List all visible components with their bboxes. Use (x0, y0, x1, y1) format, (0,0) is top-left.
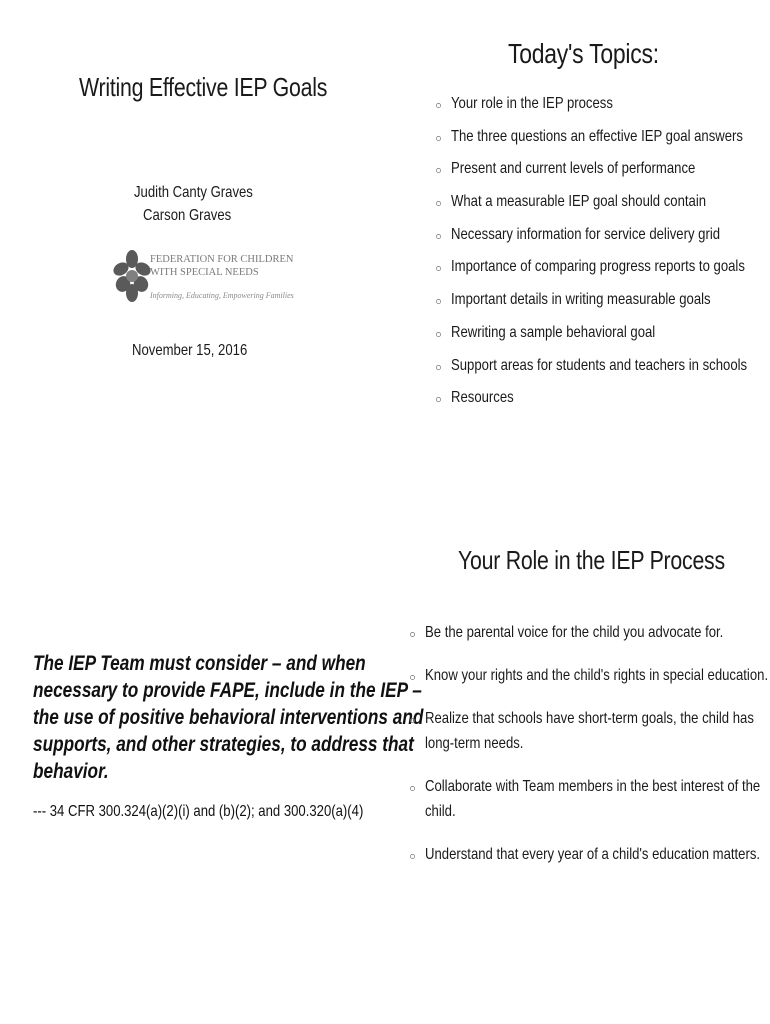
bullet-icon (435, 135, 441, 141)
bullet-icon (435, 331, 441, 337)
list-item: Necessary information for service delivery grid (435, 226, 770, 259)
list-item: Be the parental voice for the child you advocate for. (409, 624, 770, 649)
list-item: Importance of comparing progress reports to goals (435, 258, 770, 291)
author-name: Judith Canty Graves (134, 184, 253, 201)
bullet-icon (409, 631, 415, 637)
list-item: Your role in the IEP process (435, 95, 770, 128)
list-item: Important details in writing measurable goals (435, 291, 770, 324)
role-list (409, 624, 770, 871)
logo-tagline: Informing, Educating, Empowering Families (150, 291, 294, 300)
quote-line: necessary to provide FAPE, include in the IEP – (33, 679, 422, 702)
list-item: Realize that schools have short-term goals, the child has long-term needs. (409, 710, 770, 760)
slide1-title: Writing Effective IEP Goals (79, 72, 328, 102)
slide2-title: Today's Topics: (508, 38, 659, 69)
bullet-icon (435, 233, 441, 239)
flower-icon (112, 248, 152, 306)
quote-line: the use of positive behavioral interventions and (33, 706, 424, 729)
list-item: Understand that every year of a child's education matters. (409, 846, 770, 871)
quote-line: supports, and other strategies, to address that (33, 733, 414, 756)
bullet-icon (435, 265, 441, 271)
bullet-icon (409, 717, 415, 723)
bullet-icon (435, 102, 441, 108)
logo-line: WITH SPECIAL NEEDS (150, 267, 259, 278)
author-name: Carson Graves (143, 207, 232, 224)
logo-line: FEDERATION FOR CHILDREN (150, 254, 294, 265)
bullet-icon (435, 364, 441, 370)
list-item: Know your rights and the child's rights in special education. (409, 667, 770, 692)
list-item: Present and current levels of performance (435, 160, 770, 193)
bullet-icon (409, 853, 415, 859)
federation-logo (112, 246, 294, 308)
bullet-icon (435, 396, 441, 402)
list-item: Resources (435, 389, 770, 422)
presentation-date: November 15, 2016 (132, 342, 248, 359)
bullet-icon (409, 674, 415, 680)
list-item: Support areas for students and teachers in schools (435, 357, 770, 390)
citation: --- 34 CFR 300.324(a)(2)(i) and (b)(2); and 300.320(a)(4) (33, 803, 364, 820)
slide4-title: Your Role in the IEP Process (458, 545, 725, 575)
list-item: The three questions an effective IEP goal answers (435, 128, 770, 161)
topics-list (435, 95, 770, 422)
quote-block (33, 650, 433, 785)
bullet-icon (435, 298, 441, 304)
quote-line: behavior. (33, 760, 109, 783)
quote-line: The IEP Team must consider – and when (33, 652, 366, 675)
list-item: Collaborate with Team members in the best interest of the child. (409, 778, 770, 828)
bullet-icon (435, 200, 441, 206)
list-item: Rewriting a sample behavioral goal (435, 324, 770, 357)
bullet-icon (409, 785, 415, 791)
bullet-icon (435, 167, 441, 173)
list-item: What a measurable IEP goal should contain (435, 193, 770, 226)
